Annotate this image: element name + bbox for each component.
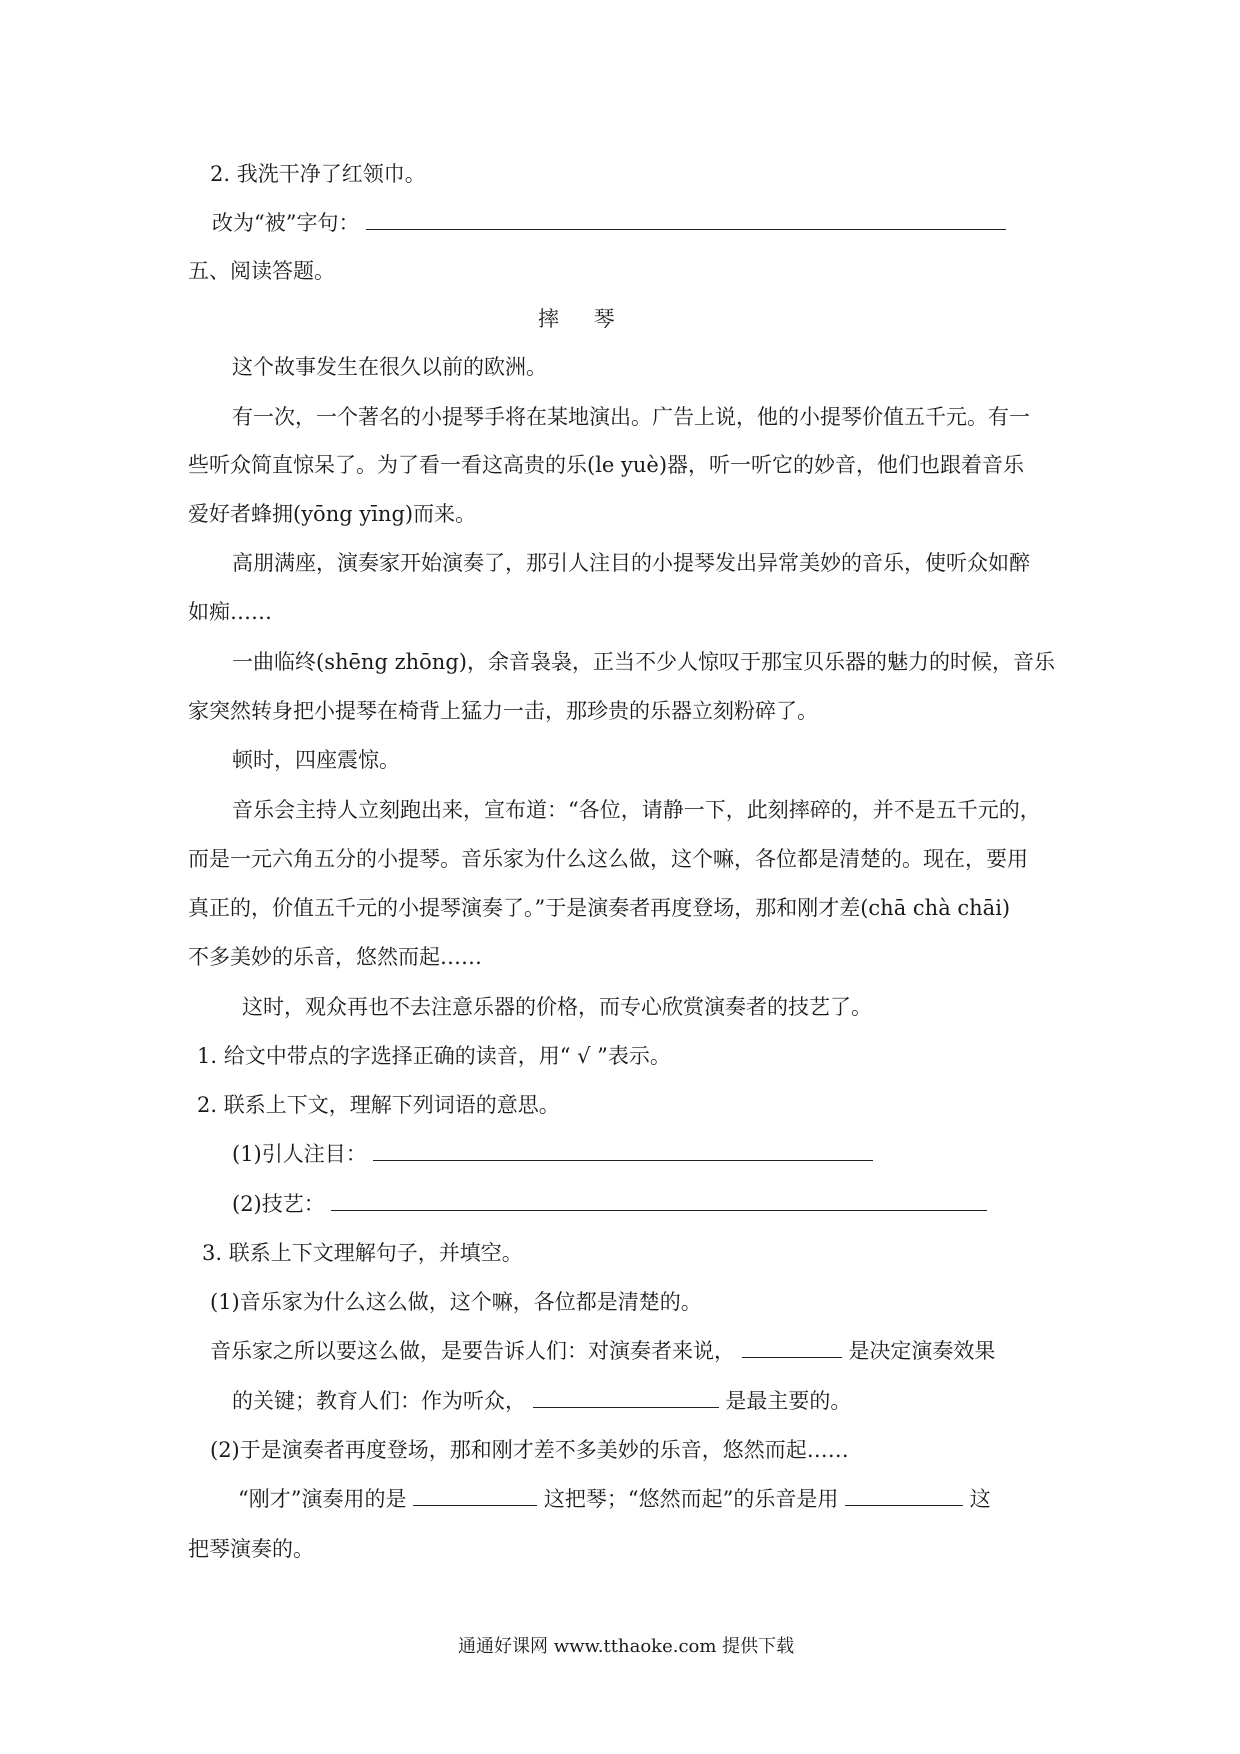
question-2-2-blank[interactable]	[331, 1190, 987, 1211]
section-heading: 五、阅读答题。	[188, 259, 335, 283]
question-2-1-label: (1)引人注目：	[232, 1142, 367, 1166]
question-3-1-fill-1-suffix: 是决定演奏效果	[848, 1339, 996, 1363]
passage-paragraph-2-line-1: 有一次，一个著名的小提琴手将在某地演出。广告上说，他的小提琴价值五千元。有一	[232, 405, 1030, 429]
passage-paragraph-4-line-1: 一曲临终(shēng zhōng)，余音袅袅，正当不少人惊叹于那宝贝乐器的魅力的时候，音乐	[232, 650, 1055, 674]
q2-rewrite-label: 改为“被”字句：	[212, 211, 360, 235]
question-3-1-fill-2-prefix: 的关键；教育人们：作为听众，	[232, 1389, 526, 1413]
passage-paragraph-6-line-2: 而是一元六角五分的小提琴。音乐家为什么这么做，这个嘛，各位都是清楚的。现在，要用	[188, 847, 1028, 871]
question-2: 2. 联系上下文，理解下列词语的意思。	[197, 1093, 560, 1117]
passage-paragraph-6-line-3: 真正的，价值五千元的小提琴演奏了。”于是演奏者再度登场，那和刚才差(chā chà chāi)	[188, 896, 1011, 920]
passage-paragraph-5: 顿时，四座震惊。	[232, 748, 400, 772]
question-2-1-row	[232, 1139, 873, 1169]
passage-paragraph-3-line-1: 高朋满座，演奏家开始演奏了，那引人注目的小提琴发出异常美妙的音乐，使听众如醉	[232, 551, 1030, 575]
question-3-2-fill-prefix: “刚才”演奏用的是	[238, 1487, 407, 1511]
q2-rewrite-row	[212, 208, 1006, 238]
question-3-1-fill-2-suffix: 是最主要的。	[725, 1389, 852, 1413]
question-3-1-blank-1[interactable]	[742, 1337, 842, 1358]
question-3-1-blank-2[interactable]	[533, 1387, 719, 1408]
q2-sentence: 2. 我洗干净了红领巾。	[210, 162, 426, 186]
passage-title: 摔 琴	[538, 307, 629, 331]
passage-paragraph-4-line-2: 家突然转身把小提琴在椅背上猛力一击，那珍贵的乐器立刻粉碎了。	[188, 699, 818, 723]
question-3-2: (2)于是演奏者再度登场，那和刚才差不多美妙的乐音，悠然而起……	[210, 1438, 849, 1462]
question-3-2-blank-1[interactable]	[413, 1485, 537, 1506]
passage-paragraph-6-line-1: 音乐会主持人立刻跑出来，宣布道：“各位，请静一下，此刻摔碎的，并不是五千元的，	[232, 798, 1041, 822]
question-1: 1. 给文中带点的字选择正确的读音，用“ √ ”表示。	[197, 1044, 671, 1068]
question-2-2-label: (2)技艺：	[232, 1192, 325, 1216]
passage-paragraph-6-line-4: 不多美妙的乐音，悠然而起……	[188, 945, 482, 969]
passage-paragraph-1: 这个故事发生在很久以前的欧洲。	[232, 355, 547, 379]
q2-answer-blank[interactable]	[366, 209, 1006, 230]
question-2-2-row	[232, 1189, 987, 1219]
question-2-1-blank[interactable]	[373, 1140, 873, 1161]
question-3: 3. 联系上下文理解句子，并填空。	[202, 1241, 523, 1265]
question-3-1-fill-1-prefix: 音乐家之所以要这么做，是要告诉人们：对演奏者来说，	[210, 1339, 735, 1363]
passage-paragraph-2-line-3: 爱好者蜂拥(yōng yīng)而来。	[188, 502, 477, 526]
question-3-2-fill-line-1	[238, 1484, 991, 1514]
question-3-1: (1)音乐家为什么这么做，这个嘛，各位都是清楚的。	[210, 1290, 702, 1314]
question-3-2-fill-suffix: 这	[969, 1487, 991, 1511]
page-footer: 通通好课网 www.tthaoke.com 提供下载	[458, 1636, 795, 1657]
passage-paragraph-2-line-2: 些听众简直惊呆了。为了看一看这高贵的乐(le yuè)器，听一听它的妙音，他们也跟着音乐	[188, 453, 1025, 477]
question-3-2-blank-2[interactable]	[845, 1485, 963, 1506]
question-3-2-fill-line-2: 把琴演奏的。	[188, 1537, 314, 1561]
passage-paragraph-7: 这时，观众再也不去注意乐器的价格，而专心欣赏演奏者的技艺了。	[242, 995, 872, 1019]
passage-paragraph-3-line-2: 如痴……	[188, 600, 272, 624]
question-3-1-fill-line-2	[232, 1386, 851, 1416]
question-3-1-fill-line-1	[210, 1336, 995, 1366]
question-3-2-fill-middle: 这把琴；“悠然而起”的乐音是用	[543, 1487, 839, 1511]
